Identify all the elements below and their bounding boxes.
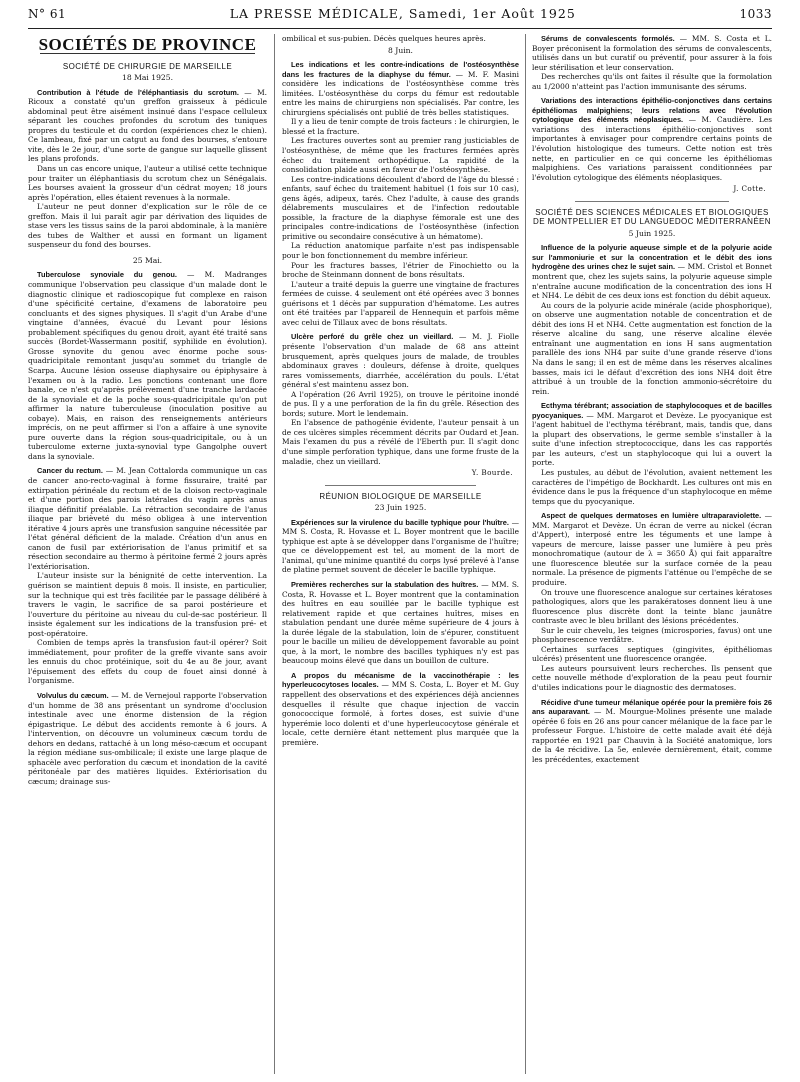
paragraph: Il y a lieu de tenir compte de trois facteurs : le chirurgien, le blessé et la fracture. xyxy=(282,117,519,136)
journal-date-line: LA PRESSE MÉDICALE, Samedi, 1er Août 1925 xyxy=(229,6,576,21)
paragraph: Récidive d'une tumeur mélanique opérée pour la première fois 26 ans auparavant. — M. Mourgue-Molines présente une malade opérée 6 fois en 26 ans pour cancer mélanique de la face par le professeur Forgue. L'histoire de cette malade avait été déjà rapportée en 1921 par Chauvin à la Société anatomique, lors de la 4e récidive. La 5e, enlevée dernièrement, était, comme les précédentes, exactement xyxy=(532,697,772,764)
paragraph: A propos du mécanisme de la vaccinothérapie : les hyperleucocytoses locales. — MM S. Costa, L. Boyer et M. Guy rappellent des observations et des expériences déjà anciennes desquelles il résulte que chaque injection de vaccin gonococcique formolé, à fortes doses, est suivie d'une hyperémie loco dolenti et d'une hyperleucocytose générale et locale, cette dernière étant nettement plus marquée que la première. xyxy=(282,670,519,747)
society-title: RÉUNION BIOLOGIQUE DE MARSEILLE xyxy=(319,491,482,501)
column-2 xyxy=(282,34,519,1074)
paragraph: Des recherches qu'ils ont faites il résulte que la formolation au 1/2000 n'atteint pas l'action immunisante des sérums. xyxy=(532,72,772,91)
paragraph: Au cours de la polyurie acide minérale (acide phosphorique), on observe une augmentation notable de concentration et de débit des ions H et NH4. Cette augmentation est fonction de la réserve alcaline du sang, une réserve alcaline élevée entraînant une augmentation en ions H sans augmentation parallèle des ions NH4 par suite d'une grande réserve d'ions Na dans le sang; il en est de même dans les réserves alcalines basses, mais ici le défaut d'excrétion des ions NH4 doit être attribué à un trouble de la fonction ammonio-sécrétoire du rein. xyxy=(532,300,772,396)
paragraph: Les auteurs poursuivent leurs recherches. Ils pensent que cette nouvelle méthode d'exploration de la peau peut fournir d'utiles indications pour le diagnostic des dermatoses. xyxy=(532,663,772,692)
column-1 xyxy=(28,34,267,1074)
page-number: 1033 xyxy=(739,7,772,21)
paragraph: Cancer du rectum. — M. Jean Cottalorda communique un cas de cancer ano-recto-vaginal à forme fissuraire, traité par extirpation périnéale du rectum et de la cloison recto-vaginale et d'une portion des parois latérales du vagin après anus iliaque définitif préalable. La rétraction secondaire de l'anus iliaque par brièveté du méso obligea à une intervention itérative 4 jours après une transfusion sanguine nécessitée par l'état général déficient de la malade. Création d'un anus en canon de fusil par extériorisation de l'anus primitif et sa résection secondaire au thermo à péritoine fermé 2 jours après l'extériorisation. xyxy=(28,466,267,571)
paragraph: Combien de temps après la transfusion faut-il opérer? Soit immédiatement, pour profiter de la greffe vivante sans avoir les ennuis du choc protéinique, soit du 4e au 8e jour, avant l'épuisement des effets du coup de fouet ainsi donné à l'organisme. xyxy=(28,638,267,686)
header-rule xyxy=(28,28,772,29)
paragraph: ombilical et sus-pubien. Décès quelques heures après. xyxy=(282,34,486,43)
society-title: SOCIÉTÉ DES SCIENCES MÉDICALES ET BIOLOGIQUES DE MONTPELLIER ET DU LANGUEDOC MÉDITERRANÉEN xyxy=(533,207,771,227)
paragraph: Ecthyma térébrant; association de staphylocoques et de bacilles pyocyaniques. — MM. Margarot et Devèze. Le pyocyanique est l'agent habituel de l'ecthyma térébrant, mais, tandis que, dans la plupart des observations, le germe semble s'installer à la suite d'une infection streptococcique, dans les cas rapportés par les auteurs, c'est un staphylocoque qui lui a ouvert la porte. xyxy=(532,401,772,468)
author-signature: Y. Bourde. xyxy=(471,468,513,478)
paragraph: Sur le cuir chevelu, les teignes (microspories, favus) ont une phosphorescence verdâtre. xyxy=(532,625,772,645)
session-date: 25 Mai. xyxy=(132,255,163,265)
section-separator xyxy=(325,485,477,486)
paragraph: Expériences sur la virulence du bacille typhique pour l'huître. — MM S. Costa, R. Hovasse et L. Boyer montrent que le bacille typhique est apte à se développer dans l'organisme de l'huître; que ce développement est tel, au moment de la mort de l'animal, qu'une minime quantité du corps lysé prélevé à l'anse de platine permet souvent de déceler le bacille typhique. xyxy=(282,517,519,575)
running-header xyxy=(28,6,772,28)
paragraph: Volvulus du cæcum. — M. de Vernejoul rapporte l'observation d'un homme de 38 ans présentant un syndrome d'occlusion intestinale avec une énorme distension de la région épigastrique. Le début des accidents remonte à 6 jours. A l'intervention, on découvre un volumineux cæcum tordu de dehors en dedans, rattaché à un long méso-cæcum et occupant la région médiane sus-ombilicale; il existe une large plaque de sphacèle avec perforation du cæcum et inondation de la cavité péritonéale par des matières liquides. Extériorisation du cæcum; drainage sus- xyxy=(28,691,267,786)
paragraph: Variations des interactions épithélio-conjonctives dans certains épithéliomas malpighiens; leurs relations avec l'évolution cytologique des éléments néoplasiques. — M. Caudière. Les variations des interactions épithélio-conjonctives sont importantes à envisager pour comprendre certains points de l'évolution histologique des tumeurs. Cette notion est très nette, en particulier en ce qui concerne les épithéliomas malpighiens. Ces variations paraissent conditionnées par l'évolution cytologique des éléments néoplasiques. xyxy=(532,96,772,182)
paragraph: Les contre-indications découlent d'abord de l'âge du blessé : enfants, sauf échec du traitement habituel (1 fois sur 10 cas), gens âgés, adipeux, tarés. Chez l'adulte, à cause des grands délabrements musculaires et de l'infection redoutable possible, la fracture de la diaphyse fémorale est une des principales contre-indications de l'ostéosynthèse (infection primitive ou secondaire consécutive à un hématome). xyxy=(282,174,519,241)
paragraph: L'auteur a traité depuis la guerre une vingtaine de fractures fermées de cuisse. 4 seulement ont été opérées avec 3 bonnes guérisons et 1 décès par suppuration d'hématome. Les autres ont été traitées par l'appareil de Hennequin et parfois même avec celui de Tillaux avec de bons résultats. xyxy=(282,279,519,327)
author-signature: J. Cotte. xyxy=(733,184,766,194)
paragraph: Ulcère perforé du grêle chez un vieillard. — M. J. Fiolle présente l'observation d'un malade de 68 ans atteint brusquement, après quelques jours de malade, de troubles abdominaux graves : douleurs, défense à droite, quelques rares vomissements, diarrhée, accélération du pouls. L'état général s'est maintenu assez bon. xyxy=(282,332,519,390)
session-date: 23 Juin 1925. xyxy=(374,503,427,513)
society-title: SOCIÉTÉ DE CHIRURGIE DE MARSEILLE xyxy=(62,61,233,71)
paragraph: Les fractures ouvertes sont au premier rang justiciables de l'ostéosynthèse, de même que les fractures fermées après échec du traitement orthopédique. La rapidité de la consolidation plaide aussi en faveur de l'ostéosynthèse. xyxy=(282,136,519,175)
paragraph: Premières recherches sur la stabulation des huîtres. — MM. S. Costa, R. Hovasse et L. Boyer montrent que la contamination des huîtres en eau souillée par le bacille typhique est relativement rapide et que certaines huîtres, mises en stabulation pendant une durée même supérieure de 4 jours à la durée légale de la stabulation, loin de s'épurer, constituent pour le bacille un milieu de développement favorable au point que, à la mort, le nombre des bacilles typhiques n'y est pas beaucoup moins élevé que dans un bouillon de culture. xyxy=(282,579,519,666)
paragraph: Les pustules, au début de l'évolution, avaient nettement les caractères de l'impétigo de Bockhardt. Les cultures ont mis en évidence dans le pus la fréquence d'un staphylocoque en même temps que du pyocyanique. xyxy=(532,467,772,506)
paragraph: Tuberculose synoviale du genou. — M. Madranges communique l'observation peu classique d'un malade dont le diagnostic clinique et radioscopique fut complexe en raison d'une spécificité certaine, d'examens de laboratoire peu concluants et des signes physiques. Il s'agit d'un Arabe d'une vingtaine d'années, évacué du Levant pour lésions probablement spécifiques du genou droit, ayant été traité sans succès (Bordet-Wassermann positif, syphilide en évolution). Grosse synovite du genou avec énorme poche sous-quadricipitale remontant jusqu'au sommet du triangle de Scarpa. Aucune lésion osseuse diaphysaire ou épiphysaire à l'examen ou à la radio. Les ponctions contenant une flore banale, ce n'est qu'après prélèvement d'une tranche lardacée de la synoviale et de la poche sous-quadricipitale qu'on put affirmer la nature tuberculeuse (inoculation positive au cobaye). Mais, en raison des renseignements antérieurs imprécis, on ne peut affirmer si l'on a affaire à une synovite pure ouverte dans la région sous-quadricipitale, ou à un tuberculome externe juxta-synovial type Gangolphe ouvert dans la synoviale. xyxy=(28,270,267,461)
paragraph: Sérums de convalescents formolés. — MM. S. Costa et L. Boyer préconisent la formolation des sérums de convalescents, utilisés dans un but curatif ou préventif, pour assurer à la fois leur stérilisation et leur conservation. xyxy=(532,34,772,72)
paragraph: Pour les fractures basses, l'étrier de Finochietto ou la broche de Steinmann donnent de bons résultats. xyxy=(282,260,519,280)
section-separator xyxy=(575,201,729,202)
issue-number: N° 61 xyxy=(28,7,67,21)
paragraph: L'auteur insiste sur la bénignité de cette intervention. La guérison se maintient depuis 8 mois. Il insiste, en particulier, sur la technique qui est très facilitée par le passage délibéré à travers le vagin, le sacrifice de sa paroi postérieure et l'ouverture du péritoine au niveau du cul-de-sac postérieur. Il insiste également sur les indications de la transfusion pré- et post-opératoire. xyxy=(28,571,267,638)
session-date: 8 Juin. xyxy=(388,45,413,55)
paragraph: On trouve une fluorescence analogue sur certaines kératoses pathologiques, alors que les parakératoses donnent lieu à une fluorescence plus discrète dont la teinte blanc jaunâtre contraste avec le bleu brillant des lésions précédentes. xyxy=(532,587,772,626)
section-heading: SOCIÉTÉS DE PROVINCE xyxy=(38,35,257,54)
paragraph: Contribution à l'étude de l'éléphantiasis du scrotum. — M. Ricoux a constaté qu'un greffon graisseux à pédicule abdominal peut être aisément insinué dans l'espace celluleux séparant les couches profondes du scrotum des tuniques propres du testicule et du cordon (expériences chez le chien). Ce lambeau, fixé par un catgut au fond des bourses, s'entoure vite, dès le 2e jour, d'une sorte de gangue sur laquelle glissent les plans profonds. xyxy=(28,87,267,164)
session-date: 18 Mai 1925. xyxy=(122,73,173,83)
paragraph: L'auteur ne peut donner d'explication sur le rôle de ce greffon. Mais il lui paraît agir par dérivation des liquides de stase vers les tissus sains de la paroi abdominale, à la manière des tubes de Walther et aussi en formant un ligament suspenseur du fond des bourses. xyxy=(28,202,267,250)
column-divider-2 xyxy=(525,34,526,1074)
paragraph: La réduction anatomique parfaite n'est pas indispensable pour le bon fonctionnement du membre inférieur. xyxy=(282,241,519,261)
paragraph: Les indications et les contre-indications de l'ostéosynthèse dans les fractures de la diaphyse du fémur. — M. F. Masini considère les indications de l'ostéosynthèse comme très limitées. L'ostéosynthèse du corps du fémur est redoutable entre les mains de chirurgiens non spécialisés. Par contre, les chirurgiens spécialisés ont publié de très belles statistiques. xyxy=(282,60,519,117)
paragraph: Dans un cas encore unique, l'auteur a utilisé cette technique pour traiter un éléphantiasis du scrotum chez un Sénégalais. Les bourses avaient la grosseur d'un cédrat moyen; 18 jours après l'opération, elles étaient revenues à la normale. xyxy=(28,164,267,202)
paragraph: A l'opération (26 Avril 1925), on trouve le péritoine inondé de pus. Il y a une perforation de la fin du grêle. Résection des bords; suture. Mort le lendemain. xyxy=(282,389,519,418)
session-date: 5 Juin 1925. xyxy=(628,228,676,238)
column-divider-1 xyxy=(274,34,275,1074)
paragraph: En l'absence de pathogénie évidente, l'auteur pensait à un de ces ulcères simples récemment décrits par Oudard et Jean. Mais l'examen du pus a révélé de l'Eberth pur. Il s'agit donc d'une simple perforation typhique, dans une forme fruste de la maladie, chez un vieillard. xyxy=(282,418,519,466)
paragraph: Certaines surfaces septiques (gingivites, épithéliomas ulcérés) présentent une fluorescence orangée. xyxy=(532,644,772,664)
paragraph: Aspect de quelques dermatoses en lumière ultraparaviolette. — MM. Margarot et Devèze. Un écran de verre au nickel (écran d'Appert), interposé entre les téguments et une lampe à vapeurs de mercure, laisse passer une lumière à peu près monochromatique (autour de λ = 3650 Å) qui fait apparaître une fluorescence bleutée sur la surface cornée de la peau normale. La présence de pigments l'atténue ou l'empêche de se produire. xyxy=(532,511,772,587)
column-3 xyxy=(532,34,772,1074)
paragraph: Influence de la polyurie aqueuse simple et de la polyurie acide sur l'ammoniurie et sur la concentration et le débit des ions hydrogène des urines chez le sujet sain. — MM. Cristol et Bonnet montrent que, chez les sujets sains, la polyurie aqueuse simple n'entraîne aucune modification de la concentration des ions H et NH4. Le débit de ces deux ions est fonction du débit aqueux. xyxy=(532,243,772,301)
